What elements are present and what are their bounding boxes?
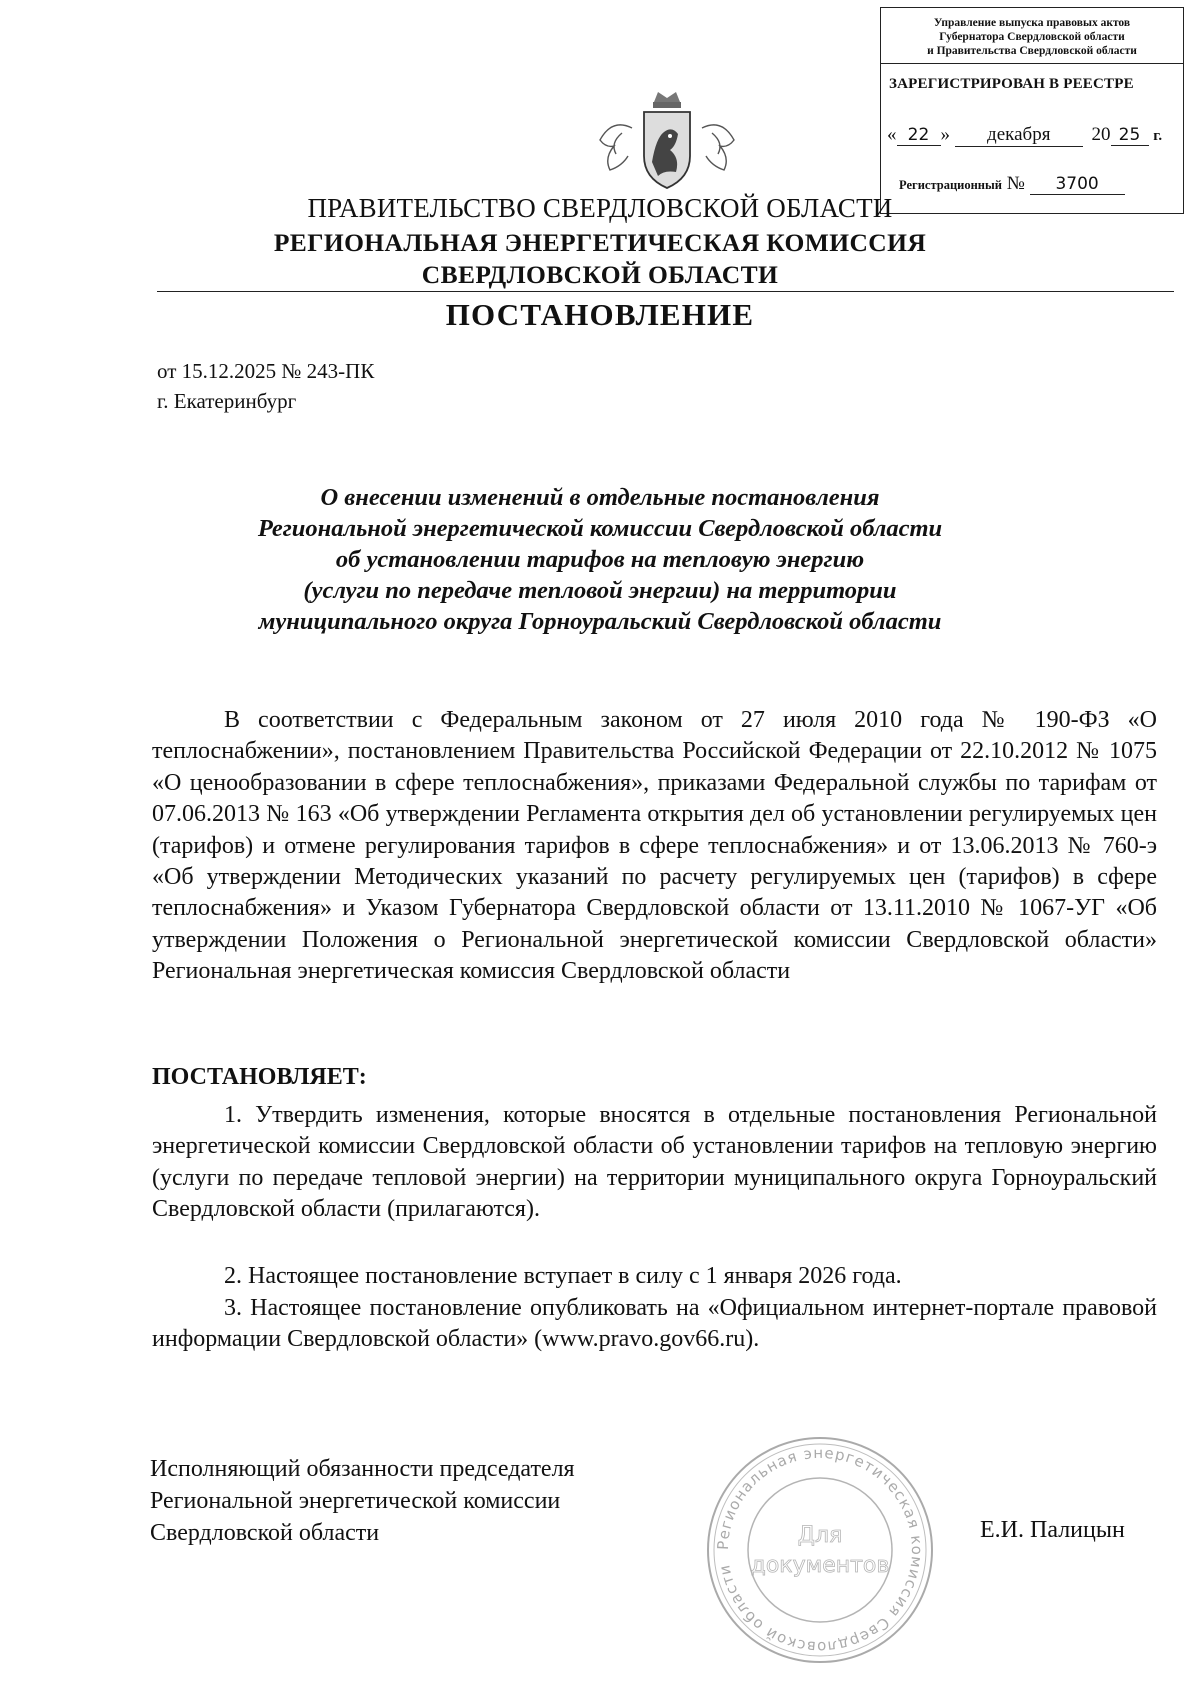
registry-header-line: и Правительства Свердловской области — [927, 45, 1137, 57]
registry-stamp-box — [880, 7, 1184, 214]
seal-center-line2: документов — [750, 1553, 890, 1578]
signatory-title-line: Свердловской области — [150, 1520, 380, 1546]
official-seal-stamp — [700, 1430, 940, 1670]
registry-header — [881, 8, 1183, 64]
registry-month: декабря — [955, 124, 1083, 147]
preamble-paragraph: В соответствии с Федеральным законом от 27 июля 2010 года № 190-ФЗ «О теплоснабжении», постановлением Правительства Российской Федерации от 22.10.2012 № 1075 «О ценообразовании в сфере теплоснабжения», приказами Федеральной службы по тарифам от 07.06.2013 № 163 «Об утверждении Регламента открытия дел об установлении регулируемых цен (тарифов) и отмене регулирования тарифов в сфере теплоснабжения» и от 13.06.2013 № 760-э «Об утверждении Методических указаний по расчету регулируемых цен (тарифов) в сфере теплоснабжения» и Указом Губернатора Свердловской области от 13.11.2010 № 1067-УГ «Об утверждении Положения о Региональной энергетической комиссии Свердловской области» Региональная энергетическая комиссия Свердловской области — [152, 707, 1157, 985]
registry-number-row — [899, 173, 1125, 195]
header-divider — [157, 291, 1174, 292]
signatory-title — [150, 1453, 575, 1549]
registry-title: ЗАРЕГИСТРИРОВАН В РЕЕСТРЕ — [889, 76, 1134, 92]
registry-day: 22 — [897, 125, 941, 146]
signatory-title-line: Исполняющий обязанности председателя — [150, 1456, 575, 1482]
subject-line: муниципального округа Горноуральский Свердловской области — [258, 608, 942, 635]
commission-title-line2: СВЕРДЛОВСКОЙ ОБЛАСТИ — [421, 260, 779, 289]
document-date-number: от 15.12.2025 № 243-ПК — [157, 359, 375, 383]
registry-header-line: Губернатора Свердловской области — [939, 31, 1125, 43]
subject-line: об установлении тарифов на тепловую энергию — [335, 546, 865, 573]
registry-year-suffix: 25 — [1111, 125, 1149, 146]
signatory-name: Е.И. Палицын — [980, 1517, 1125, 1543]
registry-date — [887, 124, 1162, 147]
registry-date-close: » — [940, 124, 950, 145]
subject-line: Региональной энергетической комиссии Свердловской области — [257, 515, 943, 542]
subject-line: (услуги по передаче тепловой энергии) на территории — [303, 577, 897, 604]
registry-number-label: Регистрационный — [899, 178, 1002, 192]
resolution-item-3: 3. Настоящее постановление опубликовать на «Официальном интернет-портале правовой информации Свердловской области» (www.pravo.gov66.ru). — [152, 1295, 1157, 1353]
svg-text:Региональная энергетическая ко — [714, 1444, 926, 1656]
registry-year-unit: г. — [1153, 128, 1163, 144]
registry-number-sign: № — [1006, 173, 1025, 194]
registry-header-line: Управление выпуска правовых актов — [933, 17, 1131, 29]
registry-number: 3700 — [1030, 174, 1125, 195]
commission-title-line1: РЕГИОНАЛЬНАЯ ЭНЕРГЕТИЧЕСКАЯ КОМИССИЯ — [273, 228, 927, 257]
resolution-item-1: 1. Утвердить изменения, которые вносятся в отдельные постановления Региональной энергетической комиссии Свердловской области об установлении тарифов на тепловую энергию (услуги по передаче тепловой энергии) на территории муниципального округа Горноуральский Свердловской области (прилагаются). — [152, 1102, 1157, 1223]
seal-ring-text: Региональная энергетическая комиссия Свердловской области — [713, 1443, 927, 1657]
seal-center-line1: Для — [797, 1523, 843, 1548]
registry-date-open: « — [887, 124, 897, 145]
document-type-title: ПОСТАНОВЛЕНИЕ — [445, 297, 755, 332]
resolves-heading: ПОСТАНОВЛЯЕТ: — [152, 1064, 367, 1090]
government-title: ПРАВИТЕЛЬСТВО СВЕРДЛОВСКОЙ ОБЛАСТИ — [307, 193, 893, 223]
coat-of-arms-emblem — [592, 88, 742, 193]
document-subject — [0, 482, 1200, 637]
resolution-item-2: 2. Настоящее постановление вступает в силу с 1 января 2026 года. — [224, 1263, 902, 1289]
document-city: г. Екатеринбург — [157, 389, 297, 413]
signatory-title-line: Региональной энергетической комиссии — [150, 1488, 561, 1514]
subject-line: О внесении изменений в отдельные постановления — [320, 484, 880, 511]
registry-year-prefix: 20 — [1091, 124, 1111, 145]
